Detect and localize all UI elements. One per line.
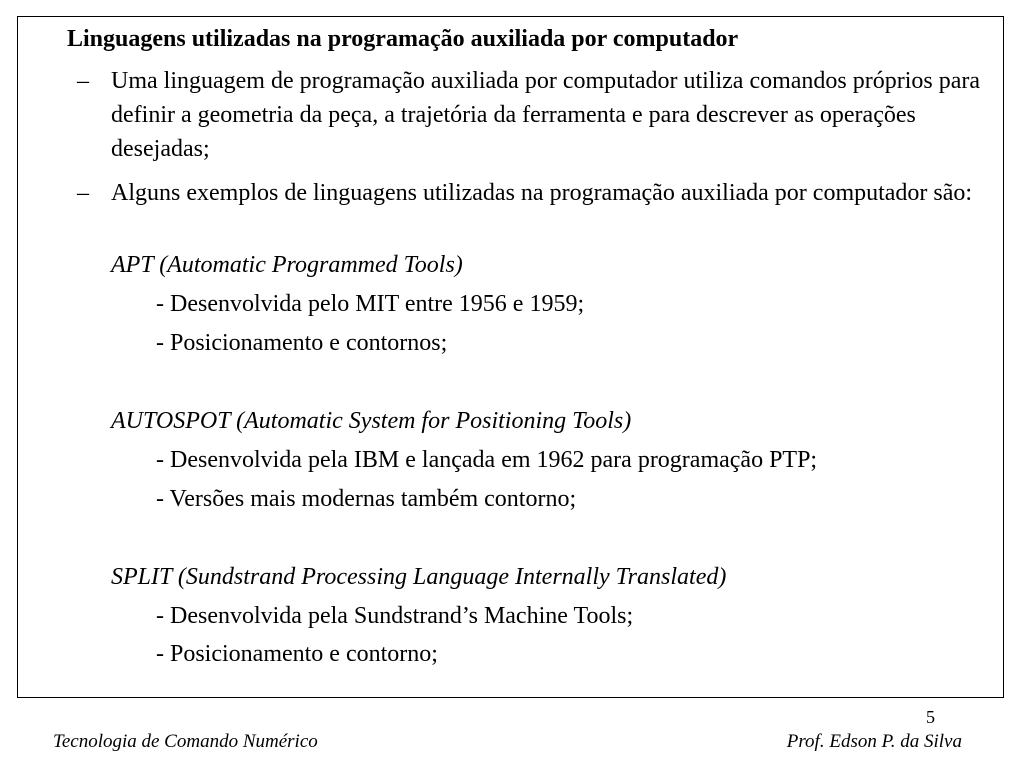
language-detail: - Posicionamento e contorno;	[156, 641, 438, 667]
bullet-marker-2: –	[77, 180, 89, 206]
slide-heading: Linguagens utilizadas na programação auxiliada por computador	[67, 26, 739, 52]
language-detail: - Versões mais modernas também contorno;	[156, 486, 577, 512]
language-detail: - Desenvolvida pelo MIT entre 1956 e 1959;	[156, 291, 585, 317]
page-number: 5	[926, 707, 935, 727]
bullet-marker-1: –	[77, 68, 89, 94]
language-name-apt: APT (Automatic Programmed Tools)	[111, 252, 463, 278]
bullet-text-1: Uma linguagem de programação auxiliada por computador utiliza comandos próprios para definir a geometria da peça, a trajetória da ferramenta e para descrever as operações desejadas;	[111, 68, 981, 162]
footer-course-title: Tecnologia de Comando Numérico	[53, 731, 318, 752]
language-detail: - Desenvolvida pela IBM e lançada em 1962 para programação PTP;	[156, 447, 818, 473]
language-name-split: SPLIT (Sundstrand Processing Language Internally Translated)	[111, 564, 727, 590]
bullet-text-2: Alguns exemplos de linguagens utilizadas na programação auxiliada por computador são:	[111, 180, 973, 206]
language-detail: - Posicionamento e contornos;	[156, 330, 448, 356]
language-detail: - Desenvolvida pela Sundstrand’s Machine Tools;	[156, 603, 634, 629]
footer-author: Prof. Edson P. da Silva	[786, 731, 962, 752]
language-name-autospot: AUTOSPOT (Automatic System for Positioning Tools)	[111, 408, 632, 434]
